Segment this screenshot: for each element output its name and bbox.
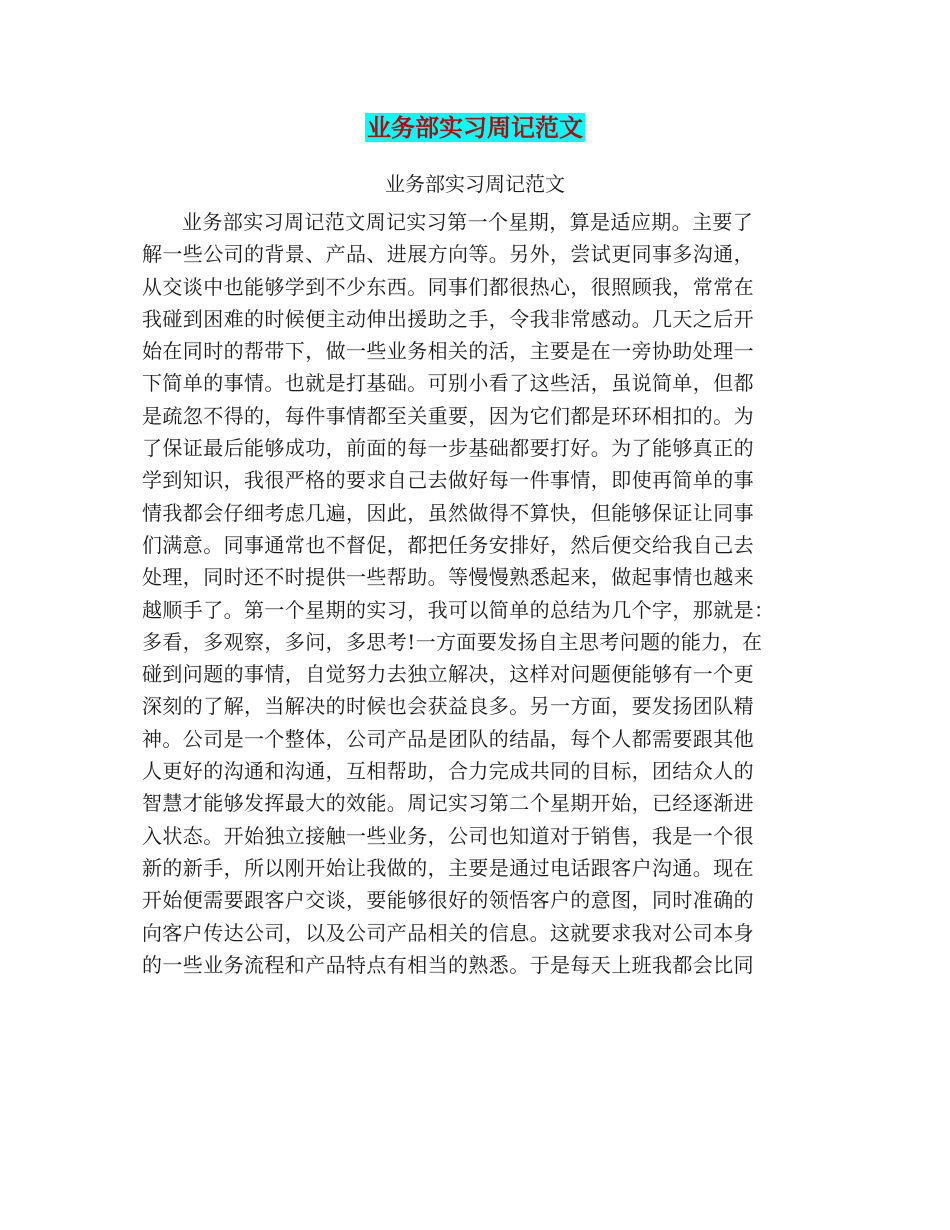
paragraph-line: 业务部实习周记范文周记实习第一个星期，算是适应期。主要了 [182,210,754,234]
paragraph-line: 神。公司是一个整体，公司产品是团队的结晶，每个人都需要跟其他 [142,726,754,751]
paragraph-line: 新的新手，所以刚开始让我做的，主要是通过电话跟客户沟通。现在 [142,855,754,880]
paragraph-line: 处理，同时还不时提供一些帮助。等慢慢熟悉起来，做起事情也越来 [142,565,754,590]
paragraph-line: 人更好的沟通和沟通，互相帮助，合力完成共同的目标，团结众人的 [142,759,754,784]
paragraph-line: 多看，多观察，多问，多思考!一方面要发扬自主思考问题的能力，在 [142,629,763,654]
paragraph-line: 智慧才能够发挥最大的效能。周记实习第二个星期开始，已经逐渐进 [142,791,754,816]
paragraph-line: 入状态。开始独立接触一些业务，公司也知道对于销售，我是一个很 [142,823,754,848]
paragraph-line: 越顺手了。第一个星期的实习，我可以简单的总结为几个字，那就是： [142,597,775,622]
paragraph-line: 下简单的事情。也就是打基础。可别小看了这些活，虽说简单，但都 [142,371,754,396]
paragraph-line: 们满意。同事通常也不督促，都把任务安排好，然后便交给我自己去 [142,532,754,557]
paragraph-line: 开始便需要跟客户交谈，要能够很好的领悟客户的意图，同时准确的 [142,888,754,913]
paragraph-line: 情我都会仔细考虑几遍，因此，虽然做得不算快，但能够保证让同事 [142,500,754,525]
paragraph-line: 是疏忽不得的，每件事情都至关重要，因为它们都是环环相扣的。为 [142,403,754,428]
document-title [0,110,950,146]
paragraph-line: 从交谈中也能够学到不少东西。同事们都很热心，很照顾我，常常在 [142,274,754,299]
paragraph-line: 了保证最后能够成功，前面的每一步基础都要打好。为了能够真正的 [142,436,754,461]
paragraph-line: 学到知识，我很严格的要求自己去做好每一件事情，即使再简单的事 [142,468,754,493]
document-title-text: 业务部实习周记范文 [367,113,583,142]
paragraph-line: 碰到问题的事情，自觉努力去独立解决，这样对问题便能够有一个更 [142,662,754,687]
paragraph-line: 的一些业务流程和产品特点有相当的熟悉。于是每天上班我都会比同 [142,952,754,977]
paragraph-line: 我碰到困难的时候便主动伸出援助之手，令我非常感动。几天之后开 [142,306,754,331]
paragraph-line: 始在同时的帮带下，做一些业务相关的活，主要是在一旁协助处理一 [142,339,754,364]
paragraph-line: 解一些公司的背景、产品、进展方向等。另外，尝试更同事多沟通， [142,242,754,267]
document-subtitle: 业务部实习周记范文 [385,172,565,196]
paragraph-line: 向客户传达公司，以及公司产品相关的信息。这就要求我对公司本身 [142,920,754,945]
paragraph-line: 深刻的了解，当解决的时候也会获益良多。另一方面，要发扬团队精 [142,694,754,719]
body-paragraph [142,206,812,981]
